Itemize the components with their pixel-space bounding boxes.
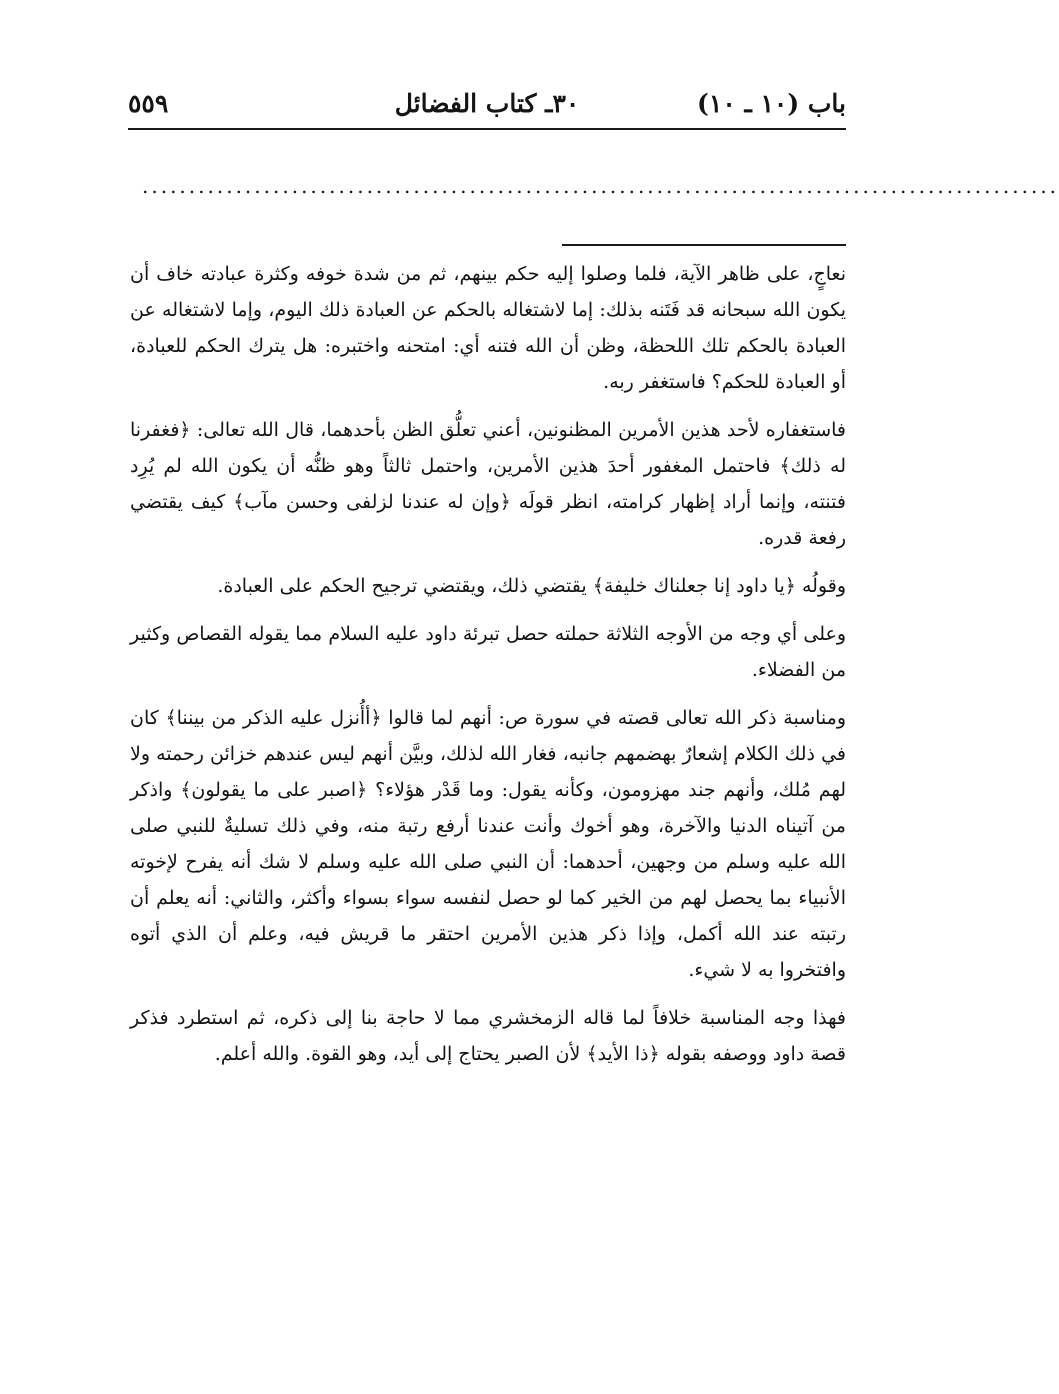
paragraph-4: وعلى أي وجه من الأوجه الثلاثة حملته حصل تبرئة داود عليه السلام مما يقوله القصاص وكثير من الفضلاء. <box>130 623 846 681</box>
paragraph-2: فاستغفاره لأحد هذين الأمرين المظنونين، أعني تعلُّق الظن بأحدهما، قال الله تعالى: ﴿فغفرنا له ذلك﴾ فاحتمل المغفور أحدَ هذين الأمرين، واحتمل ثالثاً وهو ظنُّه أن يكون الله لم يُرِد فتنته، وإنما أراد إظهار كرامته، انظر قولَه ﴿وإن له عندنا لزلفى وحسن مآب﴾ كيف يقتضي رفعة قدره. <box>130 419 846 549</box>
dotted-separator: .................................................................................................. <box>142 174 1059 198</box>
page-number: ٥٥٩ <box>128 89 169 118</box>
chapter-heading: باب (١٠ ـ ١٠) <box>697 89 846 118</box>
book-title: ٣٠ـ كتاب الفضائل <box>394 89 580 118</box>
page-header <box>128 84 846 124</box>
paragraph-6: فهذا وجه المناسبة خلافاً لما قاله الزمخشري مما لا حاجة بنا إلى ذكره، ثم استطرد فذكر قصة داود ووصفه بقوله ﴿ذا الأيد﴾ لأن الصبر يحتاج إلى أيد، وهو القوة. والله أعلم. <box>130 1007 846 1065</box>
paragraph-1: نعاجٍ، على ظاهر الآية، فلما وصلوا إليه حكم بينهم، ثم من شدة خوفه وكثرة عبادته خاف أن يكون الله سبحانه قد فَتَنه بذلك: إما لاشتغاله بالحكم عن العبادة ذلك اليوم، وإما لاشتغاله عن العبادة بالحكم تلك اللحظة، وظن أن الله فتنه أي: امتحنه واختبره: هل يترك الحكم للعبادة، أو العبادة للحكم؟ فاستغفر ربه. <box>130 263 846 393</box>
header-rule <box>128 128 846 130</box>
paragraph-5: ومناسبة ذكر الله تعالى قصته في سورة ص: أنهم لما قالوا ﴿أأُنزل عليه الذكر من بيننا﴾ كان في ذلك الكلام إشعارٌ بهضمهم جانبه، فغار الله لذلك، وبيَّن أنهم ليس عندهم خزائن رحمته ولا لهم مُلك، وأنهم جند مهزومون، وكأنه يقول: وما قَدْر هؤلاء؟ ﴿اصبر على ما يقولون﴾ واذكر من آتيناه الدنيا والآخرة، وهو أخوك وأنت عندنا أرفع رتبة منه، وفي ذلك تسليةٌ للنبي صلى الله عليه وسلم من وجهين، أحدهما: أن النبي صلى الله عليه وسلم لا شك أنه يفرح لإخوته الأنبياء بما يحصل لهم من الخير كما لو حصل لنفسه سواء بسواء وأكثر، والثاني: أنه يعلم أن رتبته عند الله أكمل، وإذا ذكر هذين الأمرين احتقر ما قريش فيه، وعلم أن الذي أتوه وافتخروا به لا شيء. <box>130 707 846 981</box>
body-text <box>130 256 846 1084</box>
paragraph-3: وقولُه ﴿يا داود إنا جعلناك خليفة﴾ يقتضي ذلك، ويقتضي ترجيح الحكم على العبادة. <box>217 575 846 597</box>
footnote-rule <box>562 244 846 246</box>
